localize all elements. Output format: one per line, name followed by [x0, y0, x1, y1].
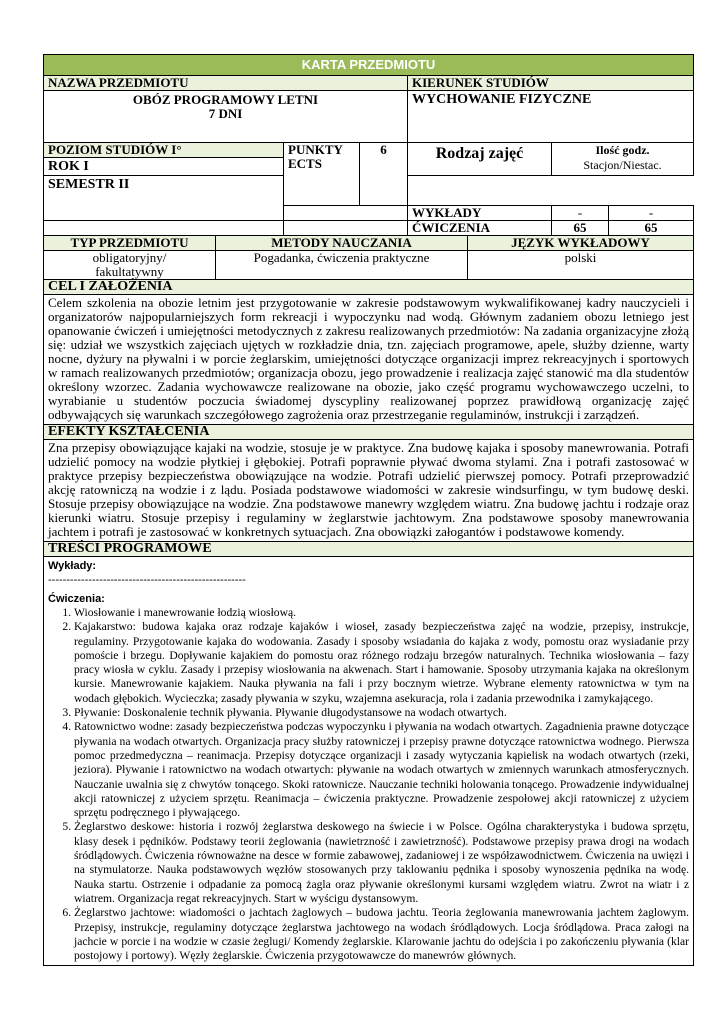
- language-label: JĘZYK WYKŁADOWY: [468, 236, 694, 251]
- program-item: 6. Żeglarstwo jachtowe: wiadomości o jachtach żaglowych – budowa jachtu. Teoria żeglowania manewrowania jachtem żaglowym. Przepisy, instrukcje, regulaminy dotyczące żeglarstwa jachtowego na wodach śródlądowych. Locja śródlądowa. Praca załogi na jachcie w porcie i na wodzie w czasie żeglugi/ Komendy żeglarskie. Klarowanie jachtu do odejścia i po zakończeniu pływania (klar postojowy i portowy). Węzły żeglarskie. Ćwiczenia przygotowawcze do manewrów głównych.: [74, 906, 689, 963]
- subject-name-label: NAZWA PRZEDMIOTU: [44, 76, 408, 91]
- year-value: ROK I: [44, 158, 284, 176]
- type-value-line2: fakultatywny: [95, 264, 164, 279]
- lectures-heading: Wykłady:: [48, 560, 97, 572]
- hours-header: [552, 143, 694, 176]
- ects-label: [284, 143, 360, 206]
- methods-label: METODY NAUCZANIA: [216, 236, 468, 251]
- ects-filler-2: [284, 221, 408, 236]
- program-item: 1. Wiosłowanie i manewrowanie łodzią wiosłową.: [74, 606, 689, 620]
- subject-name: [44, 91, 408, 143]
- course-card-table: [43, 54, 694, 966]
- class-type-label: Rodzaj zajęć: [408, 143, 552, 176]
- subject-name-line2: 7 DNI: [208, 106, 243, 121]
- program-item: 2. Kajakarstwo: budowa kajaka oraz rodzaje kajaków i wioseł, zasady bezpieczeństwa zajęć na wodzie, przepisy, instrukcje, regulaminy. Przygotowanie kajaka do wodowania. Zasady i sposoby wsiadania do kajaka z wody, pomostu oraz wysiadanie przy pomoście i brzegu. Dopływanie kajakiem do pomostu oraz różnego rodzaju brzegów naturalnych. Technika wiosłowania – fazy pracy wiosła w cyklu. Zasady i przepisy wiosłowania na akwenach. Start i hamowanie. Sposoby utrzymania kajaka na określonym kursie. Manewrowanie kajakiem. Nauka pływania na fali i przy bocznym wietrze. Wybrane elementy ratownictwa w tym na wodach głębokich. Wycieczka; zasady pływania w szyku, wzajemna asekuracja, rola i zadania przewodnika i zamykającego.: [74, 620, 689, 706]
- goals-label: CEL I ZAŁOŻENIA: [44, 280, 694, 295]
- type-label: TYP PRZEDMIOTU: [44, 236, 216, 251]
- language-value: polski: [468, 251, 694, 280]
- direction-value: WYCHOWANIE FIZYCZNE: [408, 91, 694, 143]
- lectures-stationary: -: [552, 206, 609, 221]
- ects-filler: [284, 206, 408, 221]
- exercises-nonstationary: 65: [609, 221, 694, 236]
- lectures-nonstationary: -: [609, 206, 694, 221]
- semester-value: SEMESTR II: [44, 176, 284, 221]
- program-label: TREŚCI PROGRAMOWE: [44, 542, 694, 557]
- study-level-label: POZIOM STUDIÓW I°: [44, 143, 284, 158]
- ects-label-line2: ECTS: [288, 156, 322, 171]
- ects-value: 6: [360, 143, 408, 206]
- course-card: [43, 54, 693, 966]
- type-value-line1: obligatoryjny/: [92, 250, 167, 265]
- card-title: KARTA PRZEDMIOTU: [44, 55, 694, 76]
- outcomes-text: Zna przepisy obowiązujące kajaki na wodzie, stosuje je w praktyce. Zna budowę kajaka i sposoby manewrowania. Potrafi udzielić pomocy na wodzie płytkiej i głębokiej. Potrafi poprawnie pływać dwoma stylami. Zna i potrafi zastosować w praktyce przepisy bezpieczeństwa obowiązujące na wodzie. Potrafi udzielić pierwszej pomocy. Potrafi przeprowadzić akcję ratowniczą na wodzie i z lądu. Posiada podstawowe wiadomości w zakresie windsurfingu, w tym budowę deski. Stosuje przepisy obowiązujące na wodzie. Zna podstawowe manewry względem wiatru. Zna budowę jachtu i rodzaje oraz kierunki wiatru. Stosuje przepisy i regulaminy w żeglarstwie jachtowym. Zna podstawowe sposoby manewrowania jachtem i potrafi je zastosować w konkretnych sytuacjach. Zna obowiązki załogantów i podstawowe komendy.: [44, 440, 694, 542]
- direction-label: KIERUNEK STUDIÓW: [408, 76, 694, 91]
- exercises-heading: Ćwiczenia:: [48, 593, 105, 605]
- program-list: [48, 606, 689, 963]
- semester-filler: [44, 221, 284, 236]
- methods-value: Pogadanka, ćwiczenia praktyczne: [216, 251, 468, 280]
- outcomes-label: EFEKTY KSZTAŁCENIA: [44, 425, 694, 440]
- program-item: 4. Ratownictwo wodne: zasady bezpieczeństwa podczas wypoczynku i pływania na wodach otwartych. Zagadnienia prawne dotyczące pływania na wodach otwartych. Organizacja pracy służby ratowniczej i przepisy prawne dotyczące ratownictwa wodnego. Pierwsza pomoc przedmedyczna – reanimacja. Przepisy dotyczące organizacji i zasady wytyczania kąpielisk na wodach otwartych (rzeki, jeziora). Pływanie i ratownictwo na wodach otwartych: pływanie na wodach otwartych w zmiennych warunkach atmosferycznych. Nauczanie uwalnia się z chwytów tonącego. Skoki ratownicze. Nauczanie techniki holowania tonącego. Prowadzenie indywidualnej akcji ratowniczej z użyciem sprzętu. Reanimacja – ćwiczenia praktyczne. Prowadzenie zespołowej akcji ratowniczej z użyciem sprzętu podręcznego i pływającego.: [74, 720, 689, 820]
- hours-label: Ilość godz.: [595, 143, 650, 157]
- program-item: 5. Żeglarstwo deskowe: historia i rozwój żeglarstwa deskowego na świecie i w Polsce. Ogólna charakterystyka i budowa sprzętu, klasy desek i pędników. Podstawy teorii żeglowania (nawietrzność i zawietrzność). Podstawowe przepisy prawa drogi na wodach śródlądowych. Ćwiczenia równoważne na desce w formie zabawowej, zadaniowej i ze współzawodnictwem. Ćwiczenia na uwięzi i na stymulatorze. Nauka podstawowych węzłów stosowanych przy taklowaniu pędnika i sposoby wynoszenia pędnika na wodę. Nauka startu. Ostrzenie i odpadanie za pomocą żagla oraz pływanie określonymi kursami względem wiatru. Zwrot na wiatr i z wiatrem. Organizacja regat rekreacyjnych. Start w wyścigu dystansowym.: [74, 820, 689, 906]
- program-content: [44, 557, 694, 966]
- type-value: [44, 251, 216, 280]
- exercises-stationary: 65: [552, 221, 609, 236]
- subject-name-line1: OBÓZ PROGRAMOWY LETNI: [132, 92, 319, 107]
- goals-text: Celem szkolenia na obozie letnim jest przygotowanie w zakresie podstawowym wykwalifikowanej kadry nauczycieli i organizatorów najpopularniejszych form rekreacji i wypoczynku nad wodą. Głównym zadaniem obozu letniego jest opanowanie ćwiczeń i umiejętności metodycznych z zakresu realizowanych przedmiotów: Na zadania organizacyjne złożą się: udział we wszystkich zajęciach ujętych w rozkładzie dnia, tzn. zajęciach programowe, apele, służby dzienne, warty nocne, dyżury na pływalni i w porcie żeglarskim, umiejętności dotyczące organizacji imprez rekreacyjnych i sportowych w ramach realizowanych przedmiotów; organizacja obozu, jego prowadzenie i realizacja zajęć stanowić ma dla studentów określony wzorzec. Zadania wychowawcze realizowane na obozie, jako część programu wychowawczego uczelni, to wyrabianie u studentów poczucia świadomej dyscypliny realizowanej poprzez prawidłową organizację zajęć odbywających się warunkach szczegółowego zagrożenia oraz przestrzeganie regulaminów, instrukcji i zarządzeń.: [44, 295, 694, 425]
- ects-label-line1: PUNKTY: [288, 142, 343, 157]
- exercises-row-label: ĆWICZENIA: [408, 221, 552, 236]
- lectures-dashes: ------------------------------------------------------: [48, 574, 246, 586]
- program-item: 3. Pływanie: Doskonalenie technik pływania. Pływanie długodystansowe na wodach otwartych.: [74, 706, 689, 720]
- hours-sub: Stacjon/Niestac.: [583, 158, 662, 172]
- lectures-row-label: WYKŁADY: [408, 206, 552, 221]
